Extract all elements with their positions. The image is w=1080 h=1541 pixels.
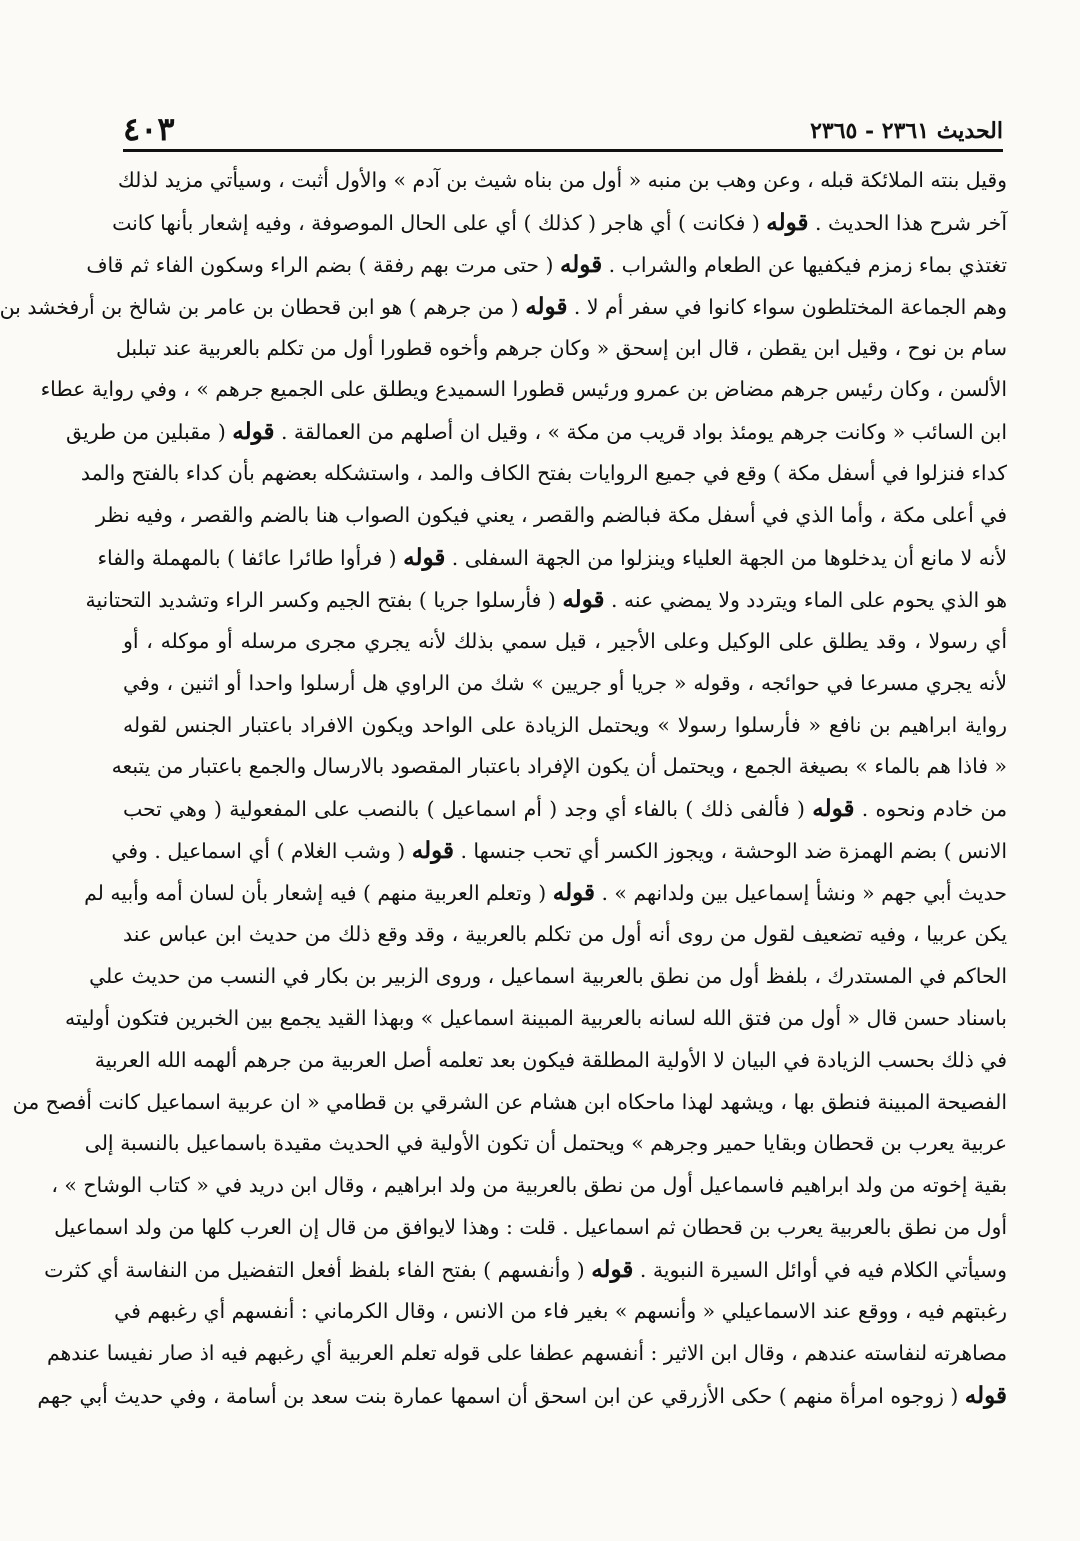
text-segment: ( حتى مرت بهم رفقة ) بضم الراء وسكون الفاء ثم قاف bbox=[86, 252, 560, 277]
document-page bbox=[1, 0, 1080, 1541]
text-segment: « فاذا هم بالماء » بصيغة الجمع ، ويحتمل أن يكون الإفراد باعتبار المقصود بالارسال والجمع باعتبار من يتبعه bbox=[111, 754, 1007, 779]
text-line bbox=[54, 1207, 1007, 1249]
keyword-qawluhu: قوله bbox=[525, 292, 568, 320]
text-line bbox=[96, 495, 1007, 537]
text-line bbox=[123, 621, 1007, 663]
text-line bbox=[84, 1123, 1007, 1165]
text-line bbox=[12, 1082, 1007, 1124]
text-segment: في ذلك بحسب الزيادة في البيان لا الأولية المطلقة فيكون بعد تعلمه أصل العربية من جرهم ألهمه الله العربية bbox=[94, 1047, 1007, 1072]
text-segment: الحاكم في المستدرك ، بلفظ أول من نطق بالعربية اسماعيل ، وروى الزبير بن بكار في النسب من حديث علي bbox=[89, 963, 1007, 988]
text-segment: مصاهرته لنفاسته عندهم ، وقال ابن الاثير : أنفسهم عطفا على قوله تعلم العربية أي رغبهم فيه اذ صار نفيسا عندهم bbox=[46, 1340, 1007, 1365]
text-segment: ( زوجوه امرأة منهم ) حكى الأزرقي عن ابن اسحق أن اسمها عمارة بنت سعد بن أسامة ، وفي حديث أبي جهم bbox=[37, 1383, 965, 1408]
text-segment: ( فألفى ذلك ) بالفاء أي وجد ( أم اسماعيل ) بالنصب على المفعولية ( وهي تحب bbox=[123, 797, 813, 822]
text-line bbox=[111, 830, 1007, 872]
text-line bbox=[117, 160, 1007, 202]
text-segment: باسناد حسن قال « أول من فتق الله لسانه بالعربية المبينة اسماعيل » وبهذا القيد يجمع بين الخبرين فتكون أوليته bbox=[64, 1005, 1007, 1030]
commentary-text bbox=[0, 160, 1007, 1417]
text-line bbox=[46, 1333, 1007, 1375]
text-segment: ( وأنفسهم ) بفتح الفاء بلفظ أفعل التفضيل من النفاسة أي كثرت bbox=[44, 1258, 592, 1283]
hadith-range-title: الحديث ٢٣٦١ - ٢٣٦٥ bbox=[810, 118, 1003, 144]
text-segment: ( فكانت ) أي هاجر ( كذلك ) أي على الحال الموصوفة ، وفيه إشعار بأنها كانت bbox=[112, 210, 767, 235]
text-segment: ( فأرسلوا جريا ) بفتح الجيم وكسر الراء وتشديد التحتانية bbox=[85, 587, 563, 612]
text-line bbox=[123, 788, 1007, 830]
keyword-qawluhu: قوله bbox=[403, 544, 446, 572]
text-line bbox=[37, 1375, 1007, 1417]
text-segment: لأنه يجري مسرعا في حوائجه ، وقوله « جريا أو جريين » شك من الراوي هل أرسلوا واحدا أو اثنين ، وفي bbox=[123, 670, 1007, 695]
text-segment: يكن عربيا ، وفيه تضعيف لقول من روى أنه أول من تكلم بالعربية ، وقد وقع ذلك من حديث ابن عباس عند bbox=[123, 922, 1007, 947]
text-segment: كداء فنزلوا في أسفل مكة ) وقع في جميع الروايات بفتح الكاف والمد ، واستشكله بعضهم بأن كداء بالفتح والمد bbox=[80, 461, 1007, 486]
text-line bbox=[111, 746, 1007, 788]
text-segment: رواية ابراهيم بن نافع « فأرسلوا رسولا » ويحتمل الزيادة على الواحد ويكون الافراد باعتبار الجنس لقوله bbox=[123, 712, 1007, 737]
text-segment: حديث أبي جهم « ونشأ إسماعيل بين ولدانهم » . bbox=[594, 881, 1007, 906]
text-segment: الانس ) بضم الهمزة ضد الوحشة ، ويجوز الكسر أي تحب جنسها . bbox=[453, 839, 1007, 864]
text-line bbox=[85, 579, 1007, 621]
text-segment: أول من نطق بالعربية يعرب بن قحطان ثم اسماعيل . قلت : وهذا لايوافق من قال إن العرب كلها من ولد اسماعيل bbox=[54, 1215, 1007, 1240]
keyword-qawluhu: قوله bbox=[411, 837, 454, 865]
keyword-qawluhu: قوله bbox=[559, 250, 603, 278]
text-line bbox=[97, 537, 1007, 579]
text-line bbox=[94, 1040, 1007, 1082]
text-segment: تغتذي بماء زمزم فيكفيها عن الطعام والشراب . bbox=[602, 252, 1007, 277]
text-segment: ( من جرهم ) هو ابن قحطان بن عامر بن شالخ بن أرفخشد بن bbox=[0, 294, 526, 319]
text-line bbox=[51, 1165, 1007, 1207]
text-line bbox=[64, 998, 1007, 1040]
text-line bbox=[86, 244, 1007, 286]
page-number: ٤٠٣ bbox=[123, 110, 175, 148]
text-line bbox=[65, 411, 1007, 453]
text-segment: في أعلى مكة ، وأما الذي في أسفل مكة فبالضم والقصر ، يعني فيكون الصواب هنا بالضم والقصر ، وفيه نظر bbox=[96, 503, 1007, 528]
keyword-qawluhu: قوله bbox=[552, 879, 595, 907]
text-segment: عربية يعرب بن قحطان وبقايا حمير وجرهم » ويحتمل أن تكون الأولية في الحديث مقيدة باسماعيل بالنسبة إلى bbox=[84, 1131, 1007, 1156]
text-segment: بقية إخوته من ولد ابراهيم فاسماعيل أول من نطق بالعربية من ولد ابراهيم ، وقال ابن دريد في « كتاب الوشاح » ، bbox=[51, 1173, 1007, 1198]
text-segment: وسيأتي الكلام فيه في أوائل السيرة النبوية . bbox=[633, 1258, 1007, 1283]
header-rule bbox=[123, 149, 1003, 152]
text-line bbox=[123, 705, 1007, 747]
text-segment: الألسن ، وكان رئيس جرهم مضاض بن عمرو ورئيس قطورا السميدع ويطلق على الجميع جرهم » ، وفي رواية عطاء bbox=[40, 377, 1007, 402]
text-segment: الفصيحة المبينة فنطق بها ، ويشهد لهذا ماحكاه ابن هشام عن الشرقي بن قطامي « ان عربية اسماعيل كانت أفصح من bbox=[12, 1089, 1007, 1114]
text-line bbox=[80, 453, 1007, 495]
text-segment: ( فرأوا طائرا عائفا ) بالمهملة والفاء bbox=[97, 546, 404, 571]
text-line bbox=[114, 1291, 1007, 1333]
text-segment: وهم الجماعة المختلطون سواء كانوا في سفر أم لا . bbox=[567, 294, 1007, 319]
text-segment: وقيل بنته الملائكة قبله ، وعن وهب بن منبه « أول من بناه شيث بن آدم » والأول أثبت ، وسيأتي مزيد لذلك bbox=[117, 168, 1007, 192]
text-line bbox=[115, 328, 1007, 370]
text-segment: ( وشب الغلام ) أي اسماعيل . وفي bbox=[111, 839, 412, 864]
keyword-qawluhu: قوله bbox=[232, 418, 275, 446]
keyword-qawluhu: قوله bbox=[591, 1256, 634, 1284]
text-line bbox=[0, 286, 1007, 328]
text-line bbox=[44, 1249, 1007, 1291]
text-segment: آخر شرح هذا الحديث . bbox=[808, 210, 1007, 235]
text-segment: أي رسولا ، وقد يطلق على الوكيل وعلى الأجير ، قيل سمي بذلك لأنه يجري مجرى مرسله أو موكله ، أو bbox=[123, 628, 1007, 653]
text-segment: ابن السائب « وكانت جرهم يومئذ بواد قريب من مكة » ، وقيل ان أصلهم من العمالقة . bbox=[274, 420, 1007, 445]
text-line bbox=[84, 872, 1007, 914]
keyword-qawluhu: قوله bbox=[766, 208, 809, 236]
text-segment: من خادم ونحوه . bbox=[854, 797, 1007, 822]
keyword-qawluhu: قوله bbox=[562, 585, 605, 613]
text-line bbox=[112, 202, 1007, 244]
keyword-qawluhu: قوله bbox=[812, 795, 855, 823]
text-line bbox=[89, 956, 1007, 998]
text-segment: ( مقبلين من طريق bbox=[65, 420, 233, 445]
text-segment: لأنه لا مانع أن يدخلوها من الجهة العلياء وينزلوا من الجهة السفلى . bbox=[445, 546, 1007, 571]
text-line bbox=[123, 914, 1007, 956]
keyword-qawluhu: قوله bbox=[964, 1381, 1007, 1409]
text-line bbox=[40, 369, 1007, 411]
running-header bbox=[123, 96, 1003, 152]
text-segment: ( وتعلم العربية منهم ) فيه إشعار بأن لسان أمه وأبيه لم bbox=[84, 881, 553, 906]
text-segment: رغبتهم فيه ، ووقع عند الاسماعيلي « وأنسهم » بغير فاء من الانس ، وقال الكرماني : أنفسهم أي رغبهم في bbox=[114, 1299, 1007, 1324]
text-line bbox=[123, 663, 1007, 705]
text-segment: هو الذي يحوم على الماء ويتردد ولا يمضي عنه . bbox=[604, 587, 1007, 612]
text-segment: سام بن نوح ، وقيل ابن يقطن ، قال ابن إسحق « وكان جرهم وأخوه قطورا أول من تكلم بالعربية عند تبلبل bbox=[115, 335, 1007, 360]
